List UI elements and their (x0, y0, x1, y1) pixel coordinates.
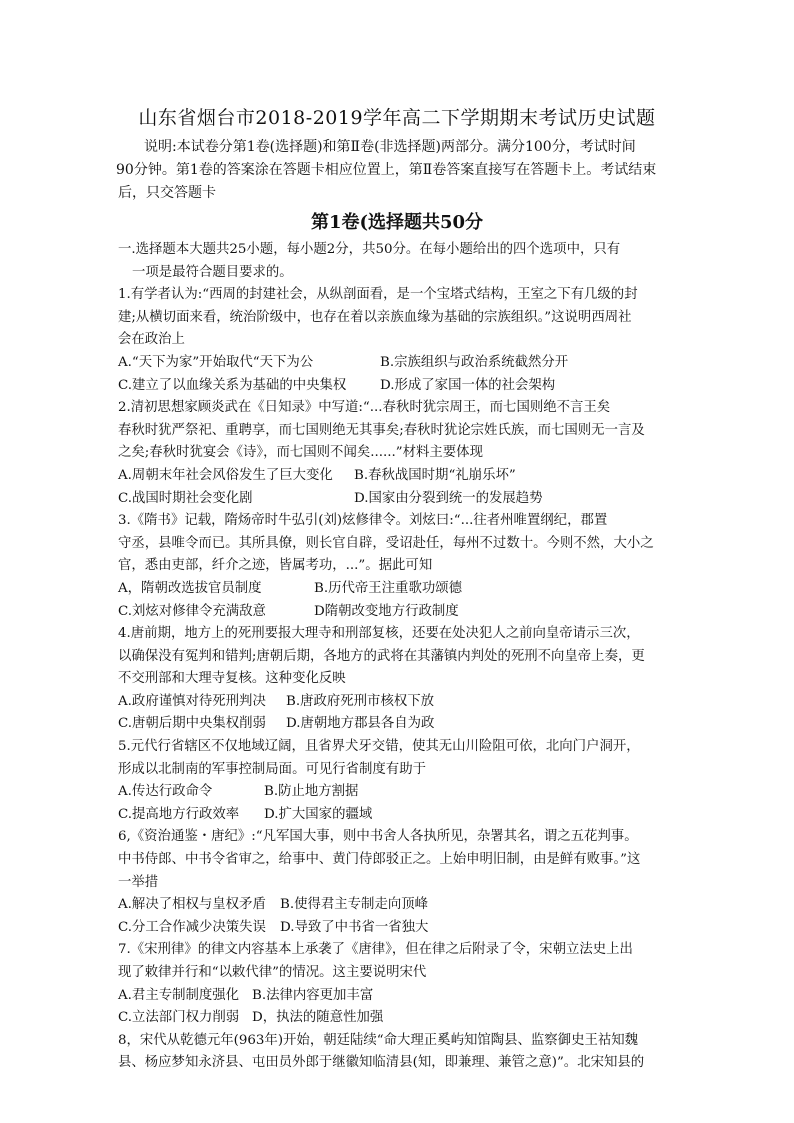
question-text: 县、杨应梦知永济县、屯田员外郎于继徽知临清县(知，即兼理、兼管之意)”。北宋知县的 (118, 1055, 645, 1071)
option-c: C.唐朝后期中央集权削弱 (118, 716, 266, 732)
options-row (118, 488, 678, 511)
question-text: 2.清初思想家顾炎武在《日知录》中写道:“...春秋时犹宗周王，而七国则绝不言王矣 (118, 400, 611, 416)
option-c: C.立法部门权力削弱 (118, 1010, 240, 1026)
option-d: D，执法的随意性加强 (252, 1010, 384, 1026)
question-text: 8，宋代从乾德元年(963年)开始，朝廷陆续“命大理正奚屿知馆陶县、监察御史王祜知魏 (118, 1032, 639, 1048)
options-row (118, 465, 678, 488)
question-text: 官，悉由吏部，纤介之迹，皆属考功，...”。据此可知 (118, 558, 433, 574)
option-d: D.导致了中书省一省独大 (280, 919, 429, 935)
option-b: B.使得君主专制走向顶峰 (280, 897, 429, 913)
option-a: A.周朝末年社会风俗发生了巨大变化 (118, 467, 333, 483)
option-a: A.传达行政命令 (118, 784, 213, 800)
option-b: B.防止地方割据 (264, 784, 359, 800)
section-instructions: 一.选择题本大题共25小题，每小题2分，共50分。在每小题给出的四个选项中，只有 (118, 242, 621, 257)
question-text: 3.《隋书》记载，隋炀帝时牛弘引(刘)炫修律令。刘炫曰:“...往者州唯置纲纪，郡置 (118, 513, 608, 529)
option-a: A.君主专制制度强化 (118, 987, 240, 1003)
question-text: 4.唐前期，地方上的死刑要报大理寺和刑部复核，还要在处决犯人之前向皇帝请示三次， (118, 626, 640, 642)
options-row (118, 691, 678, 714)
option-d: D.唐朝地方郡县各自为政 (286, 716, 435, 732)
question-text: 6,《资治通鉴・唐纪》:“凡军国大事，则中书舍人各执所见，杂署其名，谓之五花判事。 (118, 829, 638, 845)
exam-instructions (118, 136, 678, 205)
options-row (118, 781, 678, 804)
question-text: 以确保没有冤判和错判;唐朝后期，各地方的武将在其藩镇内判处的死刑不向皇帝上奏，更 (118, 648, 645, 664)
intro-line: 后，只交答题卡 (118, 185, 216, 201)
options-row (118, 352, 678, 375)
options-row (118, 713, 678, 736)
options-row (118, 917, 678, 940)
option-c: C.提高地方行政效率 (118, 806, 240, 822)
question-text: 不交刑部和大理寺复核。这种变化反映 (118, 671, 346, 687)
option-d: D.扩大国家的疆域 (264, 806, 373, 822)
options-row (118, 578, 678, 601)
question-text: 春秋时犹严祭祀、重聘享，而七国则绝无其事矣;春秋时犹论宗姓氏族，而七国则无一言及 (118, 422, 645, 438)
question-text: 中书侍郎、中书令省审之，给事中、黄门侍郎驳正之。上始申明旧制，由是鲜有败事。”这 (118, 852, 641, 868)
option-c: C.战国时期社会变化剧 (118, 490, 253, 506)
option-b: B.法律内容更加丰富 (252, 987, 374, 1003)
question-text: 会在政治上 (118, 332, 185, 348)
option-b: B.历代帝王注重歌功颂德 (314, 580, 463, 596)
exam-title: 山东省烟台市2018-2019学年高二下学期期末考试历史试题 (138, 107, 656, 129)
option-c: C.建立了以血缘关系为基础的中央集权 (118, 377, 347, 393)
question-text: 现了敕律并行和“以敕代律”的情况。这主要说明宋代 (118, 965, 427, 980)
option-b: B.唐政府死刑市核权下放 (286, 693, 435, 709)
question-2 (118, 397, 678, 510)
intro-line: 90分钟。第1卷的答案涂在答题卡相应位置上，第Ⅱ卷答案直接写在答题卡上。考试结束 (116, 162, 657, 178)
options-row (118, 601, 678, 624)
options-row (118, 375, 678, 398)
question-text: 之矣;春秋时犹宴会《诗》，而七国则不闻矣......”材料主要体现 (118, 445, 483, 461)
option-c: C.分工合作减少决策失误 (118, 919, 266, 935)
question-body (118, 239, 678, 1075)
question-4 (118, 623, 678, 736)
option-a: A，隋朝改选拔官员制度 (118, 580, 262, 596)
question-text: 一举措 (118, 874, 159, 890)
option-b: B.宗族组织与政治系统截然分开 (380, 354, 569, 370)
option-a: A.解决了相权与皇权矛盾 (118, 897, 266, 913)
options-row (118, 1007, 678, 1030)
question-text: 5.元代行省辖区不仅地域辽阔，且省界犬牙交错，使其无山川险阻可依，北向门户洞开， (118, 739, 640, 755)
question-text: 7.《宋刑律》的律文内容基本上承袭了《唐律》，但在律之后附录了令，宋朝立法史上出 (118, 942, 633, 958)
question-8 (118, 1030, 678, 1075)
intro-line: 说明:本试卷分第1卷(选择题)和第Ⅱ卷(非选择题)两部分。满分100分，考试时间 (144, 139, 636, 155)
question-text: 守丞，县唯令而已。其所具僚，则长官自辟，受诏赴任，每州不过数十。今则不然，大小之 (118, 535, 654, 551)
options-row (118, 985, 678, 1008)
option-b: B.春秋战国时期“礼崩乐坏” (354, 467, 516, 483)
option-c: C.刘炫对修律令充满敌意 (118, 603, 266, 619)
question-text: 建;从横切面来看，统治阶级中，也存在着以亲族血缘为基础的宗族组织。”这说明西周社 (118, 309, 632, 325)
option-a: A.“天下为家”开始取代“天下为公 (118, 354, 314, 370)
question-3 (118, 510, 678, 623)
question-5 (118, 736, 678, 826)
option-d: D隋朝改变地方行政制度 (314, 603, 459, 619)
question-6 (118, 826, 678, 939)
question-7 (118, 939, 678, 1029)
question-text: 形成以北制南的军事控制局面。可见行省制度有助于 (118, 761, 426, 777)
option-a: A.政府谨慎对待死刑判决 (118, 693, 266, 709)
question-1 (118, 284, 678, 397)
section-title: 第1卷(选择题共50分 (310, 212, 484, 233)
option-d: D.国家由分裂到统一的发展趋势 (354, 490, 543, 506)
section-instructions: 一项是最符合题目要求的。 (132, 264, 293, 280)
options-row (118, 804, 678, 827)
options-row (118, 894, 678, 917)
question-text: 1.有学者认为:“西周的封建社会，从纵剖面看，是一个宝塔式结构，王室之下有几级的封 (118, 287, 638, 303)
option-d: D.形成了家国一体的社会架构 (380, 377, 556, 393)
